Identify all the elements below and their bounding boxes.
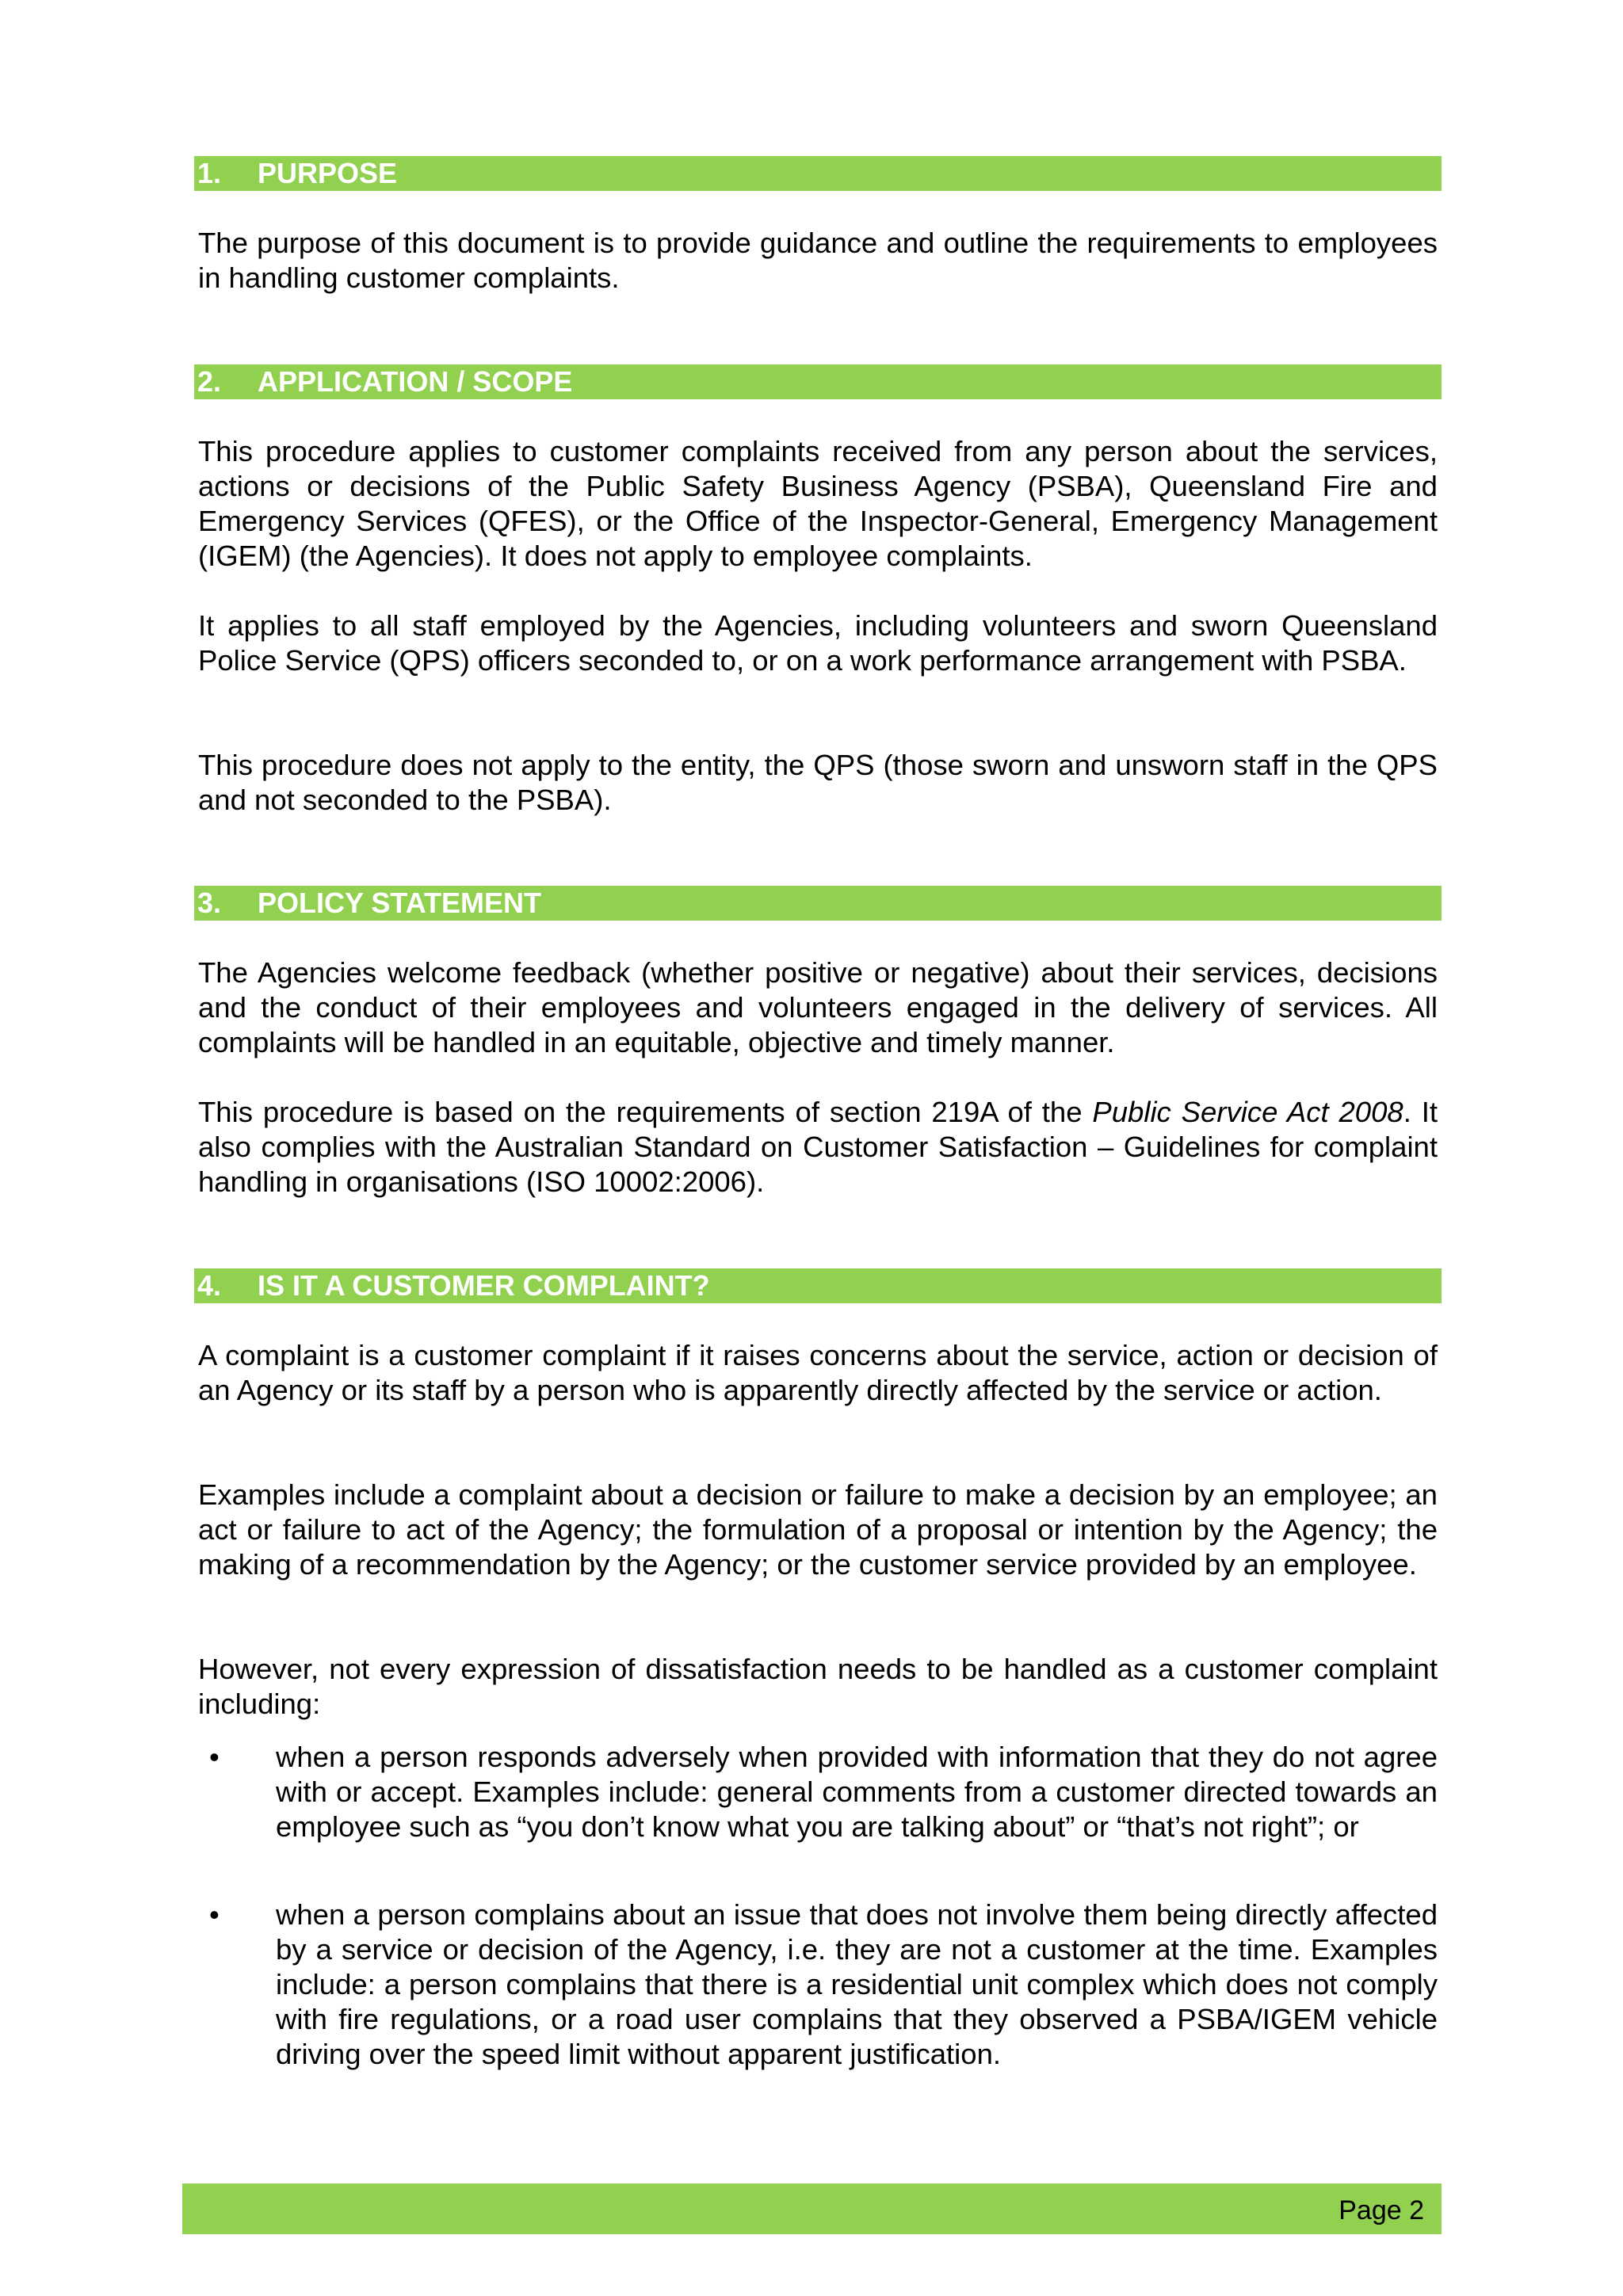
text-run: . It also complies with the Australian Standard on Customer Satisfaction – Guidelines for complaint handling in organisations (ISO 10002:2006). — [198, 1096, 1438, 1198]
paragraph: The purpose of this document is to provide guidance and outline the requirements to employees in handling customer complaints. — [198, 227, 1438, 294]
act-title: Public Service Act 2008 — [1092, 1096, 1403, 1128]
section-title: APPLICATION / SCOPE — [258, 365, 573, 398]
section-title: IS IT A CUSTOMER COMPLAINT? — [258, 1269, 710, 1302]
bullet-icon: • — [209, 1741, 220, 1773]
bullet-item — [198, 1897, 1438, 2072]
section-heading-application-scope — [194, 364, 1442, 399]
page-number: Page 2 — [1338, 2195, 1424, 2225]
paragraph: A complaint is a customer complaint if it raises concerns about the service, action or decision of an Agency or its staff by a person who is apparently directly affected by the service or action. — [198, 1339, 1438, 1406]
bullet-icon: • — [209, 1898, 220, 1931]
bullet-text: when a person complains about an issue that does not involve them being directly affected by a service or decision of the Agency, i.e. they are not a customer at the time. Examples include: a person complains that there is a residential unit complex which does not comply with fire regulations, or a road user complains that they observed a PSBA/IGEM vehicle driving over the speed limit without apparent justification. — [276, 1898, 1438, 2070]
section-heading-customer-complaint — [194, 1268, 1442, 1303]
section-number: 3. — [197, 887, 222, 919]
paragraph: The Agencies welcome feedback (whether positive or negative) about their services, decisions and the conduct of their employees and volunteers engaged in the delivery of services. All complaints will be handled in an equitable, objective and timely manner. — [198, 956, 1438, 1058]
text-run: This procedure is based on the requirements of section 219A of the — [198, 1096, 1093, 1128]
section-number: 1. — [197, 157, 222, 189]
paragraph: Examples include a complaint about a decision or failure to make a decision by an employee; an act or failure to act of the Agency; the formulation of a proposal or intention by the Agency; the making of a recommendation by the Agency; or the customer service provided by an employee. — [198, 1478, 1438, 1581]
paragraph: However, not every expression of dissatisfaction needs to be handled as a customer complaint including: — [198, 1653, 1438, 1720]
section-heading-policy-statement — [194, 886, 1442, 921]
section-number: 4. — [197, 1269, 222, 1302]
page-footer — [182, 2183, 1442, 2234]
section-title: PURPOSE — [258, 157, 398, 189]
bullet-item — [198, 1740, 1438, 1844]
paragraph-act-reference — [198, 1095, 1438, 1199]
paragraph: This procedure applies to customer complaints received from any person about the services, actions or decisions of the Public Safety Business Agency (PSBA), Queensland Fire and Emergency Services (QFES), or the Office of the Inspector-General, Emergency Management (IGEM) (the Agencies). It does not apply to employee complaints. — [198, 435, 1438, 572]
section-title: POLICY STATEMENT — [258, 887, 542, 919]
paragraph: It applies to all staff employed by the Agencies, including volunteers and sworn Queensland Police Service (QPS) officers seconded to, or on a work performance arrangement with PSBA. — [198, 609, 1438, 677]
bullet-text: when a person responds adversely when provided with information that they do not agree with or accept. Examples include: general comments from a customer directed towards an employee such as “you don’t know what you are talking about” or “that’s not right”; or — [276, 1741, 1438, 1843]
section-heading-purpose — [194, 156, 1442, 191]
section-number: 2. — [197, 365, 222, 398]
paragraph: This procedure does not apply to the entity, the QPS (those sworn and unsworn staff in the QPS and not seconded to the PSBA). — [198, 749, 1438, 816]
